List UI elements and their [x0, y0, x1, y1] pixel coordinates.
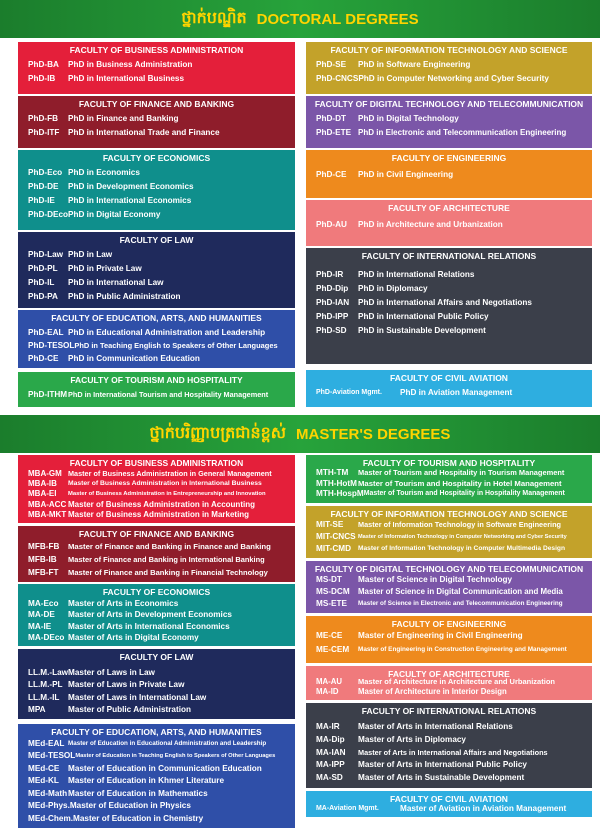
faculty-box	[306, 42, 592, 94]
program-name: PhD in Finance and Banking	[68, 114, 179, 123]
program-row	[306, 324, 592, 338]
program-name: Master of Education in Educational Administration and Leadership	[68, 740, 267, 747]
program-row	[18, 489, 295, 499]
program-name: PhD in Business Administration	[68, 60, 193, 69]
program-code: PhD-IR	[316, 270, 344, 279]
program-row	[306, 598, 592, 610]
faculty-box	[18, 724, 295, 828]
program-row	[306, 531, 592, 543]
faculty-box	[18, 649, 295, 719]
doctoral-banner-english: DOCTORAL DEGREES	[256, 10, 419, 28]
program-row	[18, 763, 295, 775]
program-code: MIT-CNCS	[316, 532, 356, 541]
faculty-title: FACULTY OF TOURISM AND HOSPITALITY	[70, 375, 243, 385]
program-row	[18, 262, 295, 276]
program-name: PhD in International Relations	[358, 270, 475, 279]
program-row	[306, 643, 592, 657]
program-code: MA-AU	[316, 677, 342, 686]
program-name: PhD in Economics	[68, 168, 140, 177]
program-code: PhD-SE	[316, 60, 347, 69]
program-row	[18, 704, 295, 716]
program-name: PhD in Law	[68, 250, 113, 259]
program-name: PhD in Computer Networking and Cyber Security	[358, 74, 549, 83]
program-name: Master of Laws in Private Law	[68, 680, 185, 690]
faculty-box	[18, 96, 295, 148]
faculty-title: FACULTY OF FINANCE AND BANKING	[78, 99, 235, 109]
program-name: Master of Information Technology in Software Engineering	[358, 520, 562, 529]
program-name: Master of Education in Khmer Literature	[68, 776, 225, 786]
program-code: MA-Dip	[316, 734, 345, 744]
program-row	[18, 180, 295, 194]
program-name: PhD in Civil Engineering	[358, 170, 454, 179]
program-row	[18, 621, 295, 632]
program-name: Master of Arts in Development Economics	[68, 610, 232, 620]
program-name: PhD in International Trade and Finance	[68, 128, 220, 137]
faculty-title: FACULTY OF EDUCATION, ARTS, AND HUMANITIES	[51, 313, 262, 323]
faculty-title: FACULTY OF ECONOMICS	[102, 153, 211, 163]
program-code: LL.M.-Law	[28, 668, 69, 677]
faculty-title: FACULTY OF FINANCE AND BANKING	[78, 529, 235, 539]
program-name: Master of Tourism and Hospitality in Tourism Management	[358, 468, 565, 477]
program-code: ME-CE	[316, 631, 343, 640]
program-name: PhD in International Business	[68, 74, 185, 83]
program-name: Master of Finance and Banking in Finance and Banking	[68, 542, 271, 551]
program-row	[306, 543, 592, 555]
faculty-title: FACULTY OF TOURISM AND HOSPITALITY	[362, 458, 536, 468]
faculty-title: FACULTY OF INTERNATIONAL RELATIONS	[361, 251, 537, 261]
program-code: MBA-ACC	[28, 499, 67, 509]
program-row	[306, 687, 592, 697]
program-code: MA-Eco	[28, 599, 59, 608]
program-row	[18, 500, 295, 510]
program-code: MPA	[28, 704, 46, 714]
program-name: PhD in International Affairs and Negotiations	[358, 298, 532, 307]
program-code: MEd-Phys.	[28, 801, 70, 811]
program-name: Master of Finance and Banking in International Banking	[68, 555, 265, 564]
faculty-title: FACULTY OF BUSINESS ADMINISTRATION	[69, 45, 244, 55]
program-name: PhD in Digital Technology	[358, 114, 459, 123]
program-code: MA-IE	[28, 621, 52, 631]
program-code: PhD-CE	[28, 354, 59, 363]
program-code: MS-DT	[316, 575, 342, 584]
program-row	[306, 168, 592, 182]
faculty-box	[18, 372, 295, 407]
program-row	[18, 609, 295, 620]
program-code: PhD-IB	[28, 74, 56, 83]
doctoral-banner-khmer: ថ្នាក់បណ្ឌិត	[181, 8, 247, 27]
program-row	[306, 282, 592, 296]
program-name: Master of Arts in Economics	[68, 599, 179, 608]
program-code: MIT-SE	[316, 520, 344, 529]
program-row	[306, 296, 592, 310]
program-code: PhD-ITHM	[28, 390, 68, 399]
faculty-box	[18, 150, 295, 230]
program-name: Master of Science in Electronic and Telecommunication Engineering	[358, 600, 563, 607]
program-name: Master of Science in Digital Communication and Media	[358, 587, 563, 596]
program-name: PhD in Electronic and Telecommunication Engineering	[358, 128, 567, 137]
program-code: MBA-IB	[28, 479, 57, 489]
program-name: Master of Business Administration in Entrepreneurship and Innovation	[68, 491, 266, 498]
program-code: PhD-FB	[28, 114, 59, 123]
program-name: PhD in Educational Administration and Leadership	[68, 328, 266, 337]
program-row	[18, 553, 295, 566]
program-row	[306, 747, 592, 760]
program-row	[18, 326, 295, 339]
faculty-title: FACULTY OF EDUCATION, ARTS, AND HUMANITIES	[51, 727, 262, 737]
program-row	[18, 469, 295, 479]
program-row	[306, 734, 592, 747]
program-row	[18, 566, 295, 579]
faculty-box	[306, 703, 592, 788]
program-code: PhD-Dip	[316, 284, 349, 293]
program-name: Master of Information Technology in Computer Multimedia Design	[358, 545, 565, 552]
program-row	[18, 667, 295, 679]
program-code: MS-DCM	[316, 587, 350, 596]
program-row	[306, 72, 592, 86]
program-name: PhD in Digital Economy	[68, 210, 161, 219]
program-name: Master of Information Technology in Computer Networking and Cyber Security	[358, 534, 567, 540]
faculty-title: FACULTY OF DIGITAL TECHNOLOGY AND TELECOMMUNICATION	[314, 99, 584, 109]
program-row	[18, 632, 295, 643]
program-row	[18, 58, 295, 72]
faculty-title: FACULTY OF ARCHITECTURE	[388, 669, 510, 679]
program-name: Master of Arts in International Public Policy	[358, 760, 527, 770]
program-code: PhD-EAL	[28, 328, 64, 337]
program-row	[18, 166, 295, 180]
program-code: PhD-BA	[28, 60, 59, 69]
program-row	[18, 352, 295, 365]
faculty-box	[18, 455, 295, 523]
program-row	[18, 750, 295, 762]
program-row	[306, 468, 592, 479]
program-code: MTH-HospM	[316, 489, 364, 499]
program-row	[18, 194, 295, 208]
faculty-box	[18, 232, 295, 308]
program-row	[18, 479, 295, 489]
program-name: PhD in Aviation Management	[400, 388, 513, 397]
program-name: Master of Laws in International Law	[68, 692, 207, 702]
program-name: Master of Public Administration	[68, 704, 191, 714]
faculty-box	[306, 150, 592, 198]
program-row	[18, 679, 295, 691]
faculty-box	[306, 506, 592, 558]
program-code: MEd-KL	[28, 776, 59, 786]
faculty-box	[306, 200, 592, 246]
program-row	[306, 268, 592, 282]
program-code: PhD-Aviation Mgmt.	[316, 389, 382, 396]
program-code: MA-IPP	[316, 760, 345, 770]
program-row	[306, 58, 592, 72]
program-code: PhD-PL	[28, 264, 58, 273]
program-row	[18, 813, 295, 825]
program-name: Master of Education in Mathematics	[68, 788, 208, 798]
program-code: PhD-DEco	[28, 210, 69, 219]
faculty-title: FACULTY OF ARCHITECTURE	[388, 203, 510, 213]
program-row	[306, 126, 592, 140]
program-code: MA-Aviation Mgmt.	[316, 805, 379, 812]
program-code: MFB-FT	[28, 568, 59, 577]
masters-banner-khmer: ថ្នាក់បរិញ្ញាបត្រជាន់ខ្ពស់	[149, 423, 287, 442]
program-name: Master of Education in Chemistry	[73, 813, 204, 823]
program-code: PhD-IL	[28, 278, 55, 287]
program-code: MFB-FB	[28, 542, 60, 551]
faculty-box	[306, 666, 592, 700]
program-name: PhD in International Economics	[68, 196, 192, 205]
program-name: Master of Science in Digital Technology	[358, 575, 513, 584]
program-name: PhD in Architecture and Urbanization	[358, 220, 503, 229]
program-code: MS-ETE	[316, 599, 347, 608]
program-code: MBA-GM	[28, 469, 62, 478]
faculty-title: FACULTY OF LAW	[119, 235, 194, 245]
program-name: PhD in International Tourism and Hospitality Management	[68, 390, 269, 399]
program-row	[306, 574, 592, 586]
program-code: MA-ID	[316, 687, 339, 696]
program-code: PhD-ITF	[28, 128, 60, 137]
faculty-title: FACULTY OF DIGITAL TECHNOLOGY AND TELECOMMUNICATION	[314, 564, 584, 574]
program-name: Master of Business Administration in Marketing	[68, 509, 250, 519]
program-code: MEd-CE	[28, 763, 60, 773]
faculty-title: FACULTY OF INTERNATIONAL RELATIONS	[361, 706, 537, 716]
program-row	[18, 72, 295, 86]
program-code: PhD-ETE	[316, 128, 352, 137]
faculty-title: FACULTY OF ECONOMICS	[102, 587, 211, 597]
program-row	[18, 208, 295, 222]
program-code: MTH-TM	[316, 468, 349, 477]
program-row	[18, 112, 295, 126]
program-name: PhD in Communication Education	[68, 354, 200, 363]
program-code: PhD-DE	[28, 182, 59, 191]
program-code: MA-IR	[316, 722, 340, 731]
program-name: PhD in International Public Policy	[358, 312, 489, 321]
program-code: PhD-Law	[28, 250, 64, 259]
program-row	[306, 803, 592, 814]
program-name: Master of Arts in International Affairs and Negotiations	[358, 747, 548, 757]
program-row	[18, 248, 295, 262]
faculty-box	[306, 370, 592, 407]
doctoral-banner	[0, 0, 600, 38]
faculty-title: FACULTY OF ENGINEERING	[391, 619, 507, 629]
program-row	[306, 489, 592, 500]
program-row	[18, 290, 295, 304]
program-code: MBA-EI	[28, 489, 57, 499]
program-row	[306, 721, 592, 734]
program-row	[306, 772, 592, 785]
program-code: MA-DE	[28, 610, 55, 620]
program-name: Master of Architecture in Architecture and Urbanization	[358, 677, 555, 686]
program-code: PhD-DT	[316, 114, 347, 123]
program-row	[18, 276, 295, 290]
program-name: Master of Business Administration in Accounting	[68, 499, 255, 509]
program-row	[306, 310, 592, 324]
program-name: PhD in Private Law	[68, 264, 142, 273]
program-name: Master of Finance and Banking in Financial Technology	[68, 568, 268, 577]
program-code: PhD-SD	[316, 326, 347, 335]
program-code: MBA-MKT	[28, 509, 67, 519]
program-name: Master of Aviation in Aviation Management	[400, 804, 567, 813]
program-code: PhD-IAN	[316, 298, 350, 307]
program-name: Master of Architecture in Interior Design	[358, 687, 507, 696]
program-name: Master of Laws in Law	[68, 668, 155, 677]
faculty-title: FACULTY OF LAW	[119, 652, 194, 662]
faculty-title: FACULTY OF INFORMATION TECHNOLOGY AND SCIENCE	[330, 45, 568, 55]
program-code: MEd-Chem.	[28, 813, 74, 823]
program-code: MEd-TESOL	[28, 751, 76, 761]
faculty-box	[306, 561, 592, 613]
program-name: PhD in Sustainable Development	[358, 326, 486, 335]
faculty-title: FACULTY OF INFORMATION TECHNOLOGY AND SCIENCE	[330, 509, 568, 519]
program-row	[18, 692, 295, 704]
program-code: PhD-IPP	[316, 312, 349, 321]
program-name: PhD in Teaching English to Speakers of Other Languages	[74, 341, 278, 350]
program-row	[18, 788, 295, 800]
program-name: Master of Business Administration in General Management	[68, 469, 272, 478]
faculty-box	[306, 616, 592, 663]
program-row	[18, 540, 295, 553]
program-row	[306, 759, 592, 772]
program-name: Master of Education in Teaching English to Speakers of Other Languages	[75, 753, 276, 760]
faculty-box	[306, 791, 592, 817]
faculty-box	[306, 455, 592, 503]
faculty-box	[18, 584, 295, 646]
faculty-title: FACULTY OF CIVIL AVIATION	[390, 373, 508, 383]
program-name: Master of Arts in International Economics	[68, 621, 230, 631]
program-row	[18, 775, 295, 787]
program-row	[18, 388, 295, 402]
program-row	[18, 126, 295, 140]
program-name: Master of Tourism and Hospitality in Hospitality Management	[363, 490, 565, 498]
program-row	[306, 386, 592, 400]
program-name: PhD in Diplomacy	[358, 284, 428, 293]
program-name: Master of Education in Communication Education	[68, 763, 262, 773]
program-row	[306, 112, 592, 126]
program-code: PhD-AU	[316, 220, 347, 229]
program-row	[18, 738, 295, 750]
program-row	[306, 519, 592, 531]
program-code: MA-DEco	[28, 632, 65, 642]
program-row	[306, 677, 592, 687]
program-code: ME-CEM	[316, 645, 350, 654]
program-code: PhD-TESOL	[28, 341, 75, 350]
program-name: Master of Arts in Digital Economy	[68, 632, 199, 642]
program-name: Master of Engineering in Civil Engineering	[358, 631, 523, 640]
program-row	[306, 586, 592, 598]
program-code: MEd-EAL	[28, 739, 65, 748]
program-name: PhD in International Law	[68, 278, 164, 287]
faculty-box	[18, 42, 295, 94]
program-row	[306, 629, 592, 643]
program-code: MFB-IB	[28, 555, 57, 564]
program-row	[18, 598, 295, 609]
program-code: MEd-Math	[28, 788, 68, 798]
program-code: PhD-CE	[316, 170, 347, 179]
program-name: Master of Arts in Diplomacy	[358, 734, 466, 744]
program-name: Master of Arts in International Relations	[358, 722, 513, 731]
program-code: MTH-HotM	[316, 478, 357, 488]
program-name: Master of Tourism and Hospitality in Hotel Management	[358, 478, 562, 488]
faculty-title: FACULTY OF BUSINESS ADMINISTRATION	[69, 458, 244, 468]
program-code: PhD-CNCS	[316, 74, 359, 83]
program-row	[306, 479, 592, 490]
faculty-box	[306, 96, 592, 148]
faculty-box	[18, 310, 295, 368]
masters-banner-english: MASTER'S DEGREES	[296, 425, 451, 443]
program-code: MIT-CMD	[316, 544, 352, 553]
program-name: PhD in Development Economics	[68, 182, 194, 191]
program-row	[18, 339, 295, 352]
program-name: Master of Education in Physics	[69, 801, 191, 811]
program-row	[18, 800, 295, 812]
program-name: Master of Business Administration in International Business	[68, 480, 262, 488]
program-name: PhD in Software Engineering	[358, 60, 471, 69]
program-name: PhD in Public Administration	[68, 292, 181, 301]
program-name: Master of Engineering in Construction Engineering and Management	[358, 646, 567, 653]
program-code: LL.M.-PL	[28, 680, 63, 690]
program-name: Master of Arts in Sustainable Development	[358, 773, 525, 783]
faculty-title: FACULTY OF CIVIL AVIATION	[390, 794, 508, 804]
program-code: PhD-Eco	[28, 168, 63, 177]
masters-banner	[0, 415, 600, 453]
faculty-title: FACULTY OF ENGINEERING	[391, 153, 507, 163]
program-row	[306, 218, 592, 232]
faculty-box	[18, 526, 295, 582]
program-code: LL.M.-IL	[28, 692, 60, 702]
program-row	[18, 510, 295, 520]
program-code: PhD-IE	[28, 196, 55, 205]
program-code: MA-SD	[316, 773, 343, 783]
faculty-box	[306, 248, 592, 364]
program-code: MA-IAN	[316, 747, 346, 757]
program-code: PhD-PA	[28, 292, 58, 301]
